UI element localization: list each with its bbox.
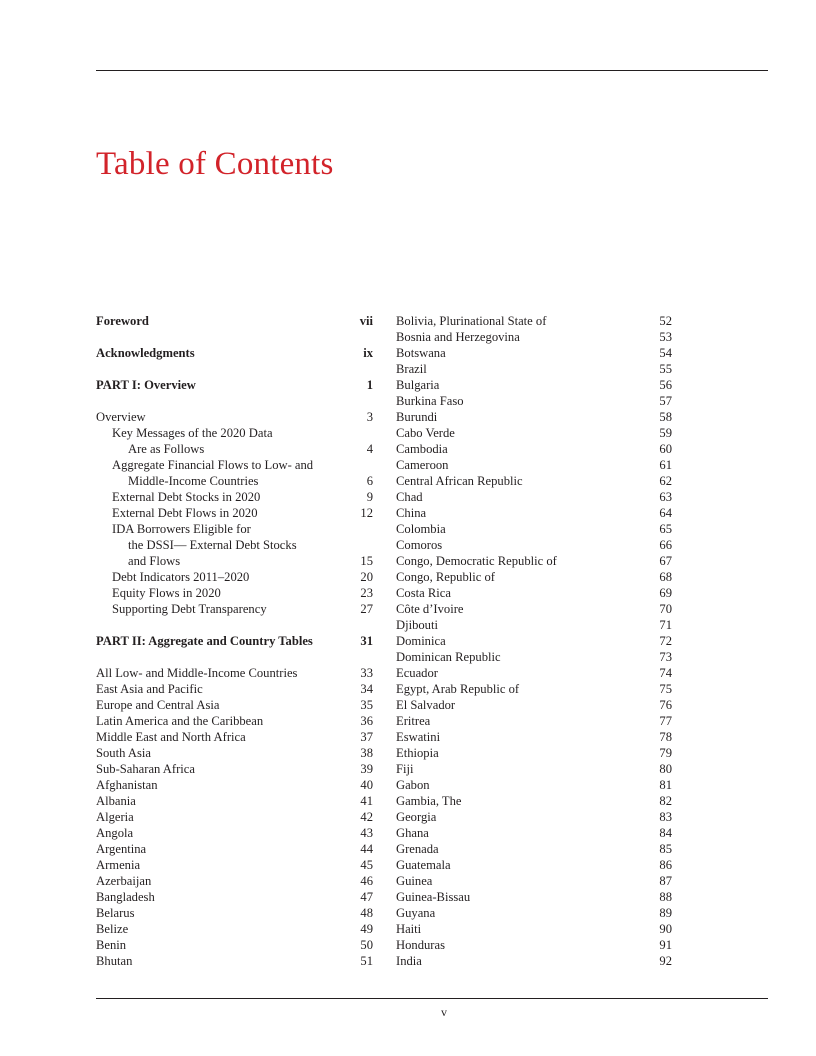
toc-entry-title: Bosnia and Herzegovina — [396, 330, 520, 344]
toc-entry-el-salvador[interactable] — [396, 697, 672, 713]
toc-entry-eritrea[interactable] — [396, 713, 672, 729]
toc-entry-title: Bangladesh — [96, 890, 155, 904]
toc-entry-cambodia[interactable] — [396, 441, 672, 457]
toc-entry-title: Honduras — [396, 938, 445, 952]
toc-entry-title: Foreword — [96, 314, 149, 328]
header-rule — [96, 70, 768, 71]
toc-entry-page: 46 — [360, 874, 373, 888]
toc-entry-honduras[interactable] — [396, 937, 672, 953]
toc-entry-azerbaijan[interactable] — [96, 873, 373, 889]
toc-entry-title: Are as Follows — [128, 442, 205, 456]
toc-entry-page: 55 — [659, 362, 672, 376]
toc-entry-page: 75 — [659, 682, 672, 696]
toc-entry-georgia[interactable] — [396, 809, 672, 825]
toc-entry-congo-republic-of[interactable] — [396, 569, 672, 585]
toc-entry-title: PART I: Overview — [96, 378, 196, 392]
toc-entry-india[interactable] — [396, 953, 672, 969]
toc-entry-title: Ethiopia — [396, 746, 439, 760]
toc-entry-page: 67 — [659, 554, 672, 568]
toc-entry-title: Belarus — [96, 906, 135, 920]
toc-entry-page: 47 — [360, 890, 373, 904]
toc-entry-page: 63 — [659, 490, 672, 504]
toc-entry-page: 33 — [360, 666, 373, 680]
toc-entry-debt-indicators-2011-2020[interactable] — [96, 569, 373, 585]
toc-entry-the-dssi-external-debt-stocks[interactable] — [96, 537, 373, 553]
toc-entry-title: Ghana — [396, 826, 429, 840]
toc-entry-page: 66 — [659, 538, 672, 552]
toc-entry-title: Comoros — [396, 538, 443, 552]
toc-entry-page: 76 — [659, 698, 672, 712]
toc-entry-page: 77 — [659, 714, 672, 728]
toc-entry-title: Equity Flows in 2020 — [112, 586, 221, 600]
toc-entry-east-asia-and-pacific[interactable] — [96, 681, 373, 697]
toc-entry-bulgaria[interactable] — [396, 377, 672, 393]
toc-entry-title: Cambodia — [396, 442, 448, 456]
toc-entry-page: 4 — [366, 442, 373, 456]
toc-entry-title: Haiti — [396, 922, 422, 936]
toc-entry-title: Costa Rica — [396, 586, 451, 600]
toc-entry-sub-saharan-africa[interactable] — [96, 761, 373, 777]
toc-entry-title: Eritrea — [396, 714, 431, 728]
toc-entry-title: Argentina — [96, 842, 147, 856]
toc-entry-armenia[interactable] — [96, 857, 373, 873]
toc-entry-guinea-bissau[interactable] — [396, 889, 672, 905]
toc-entry-page: 89 — [659, 906, 672, 920]
toc-entry-title: China — [396, 506, 427, 520]
toc-spacer — [96, 329, 373, 345]
toc-entry-page: 69 — [659, 586, 672, 600]
toc-entry-page: 71 — [659, 618, 672, 632]
toc-entry-page: 83 — [659, 810, 672, 824]
toc-entry-title: East Asia and Pacific — [96, 682, 203, 696]
toc-entry-title: Bolivia, Plurinational State of — [396, 314, 547, 328]
toc-entry-title: Congo, Democratic Republic of — [396, 554, 557, 568]
toc-entry-page: 81 — [659, 778, 672, 792]
toc-entry-latin-america-and-the-caribbean[interactable] — [96, 713, 373, 729]
toc-entry-gambia-the[interactable] — [396, 793, 672, 809]
toc-entry-bosnia-and-herzegovina[interactable] — [396, 329, 672, 345]
toc-entry-acknowledgments[interactable] — [96, 345, 373, 361]
toc-entry-page: 36 — [360, 714, 373, 728]
toc-entry-middle-east-and-north-africa[interactable] — [96, 729, 373, 745]
toc-entry-and-flows[interactable] — [96, 553, 373, 569]
toc-entry-title: External Debt Stocks in 2020 — [112, 490, 261, 504]
toc-entry-title: Guinea-Bissau — [396, 890, 471, 904]
toc-entry-page: 31 — [360, 634, 373, 648]
toc-entry-part-i-overview[interactable] — [96, 377, 373, 393]
toc-entry-title: Congo, Republic of — [396, 570, 495, 584]
toc-entry-bangladesh[interactable] — [96, 889, 373, 905]
toc-entry-page: 35 — [360, 698, 373, 712]
toc-entry-key-messages-of-the-2020-data[interactable] — [96, 425, 373, 441]
toc-entry-title: Azerbaijan — [96, 874, 152, 888]
toc-left-column — [96, 313, 373, 969]
toc-entry-albania[interactable] — [96, 793, 373, 809]
toc-entry-page: 1 — [366, 378, 373, 392]
toc-entry-title: Debt Indicators 2011–2020 — [112, 570, 250, 584]
toc-entry-page: 6 — [366, 474, 373, 488]
toc-entry-afghanistan[interactable] — [96, 777, 373, 793]
toc-entry-south-asia[interactable] — [96, 745, 373, 761]
toc-entry-page: 54 — [659, 346, 672, 360]
toc-entry-guyana[interactable] — [396, 905, 672, 921]
toc-entry-page: 79 — [659, 746, 672, 760]
toc-entry-title: PART II: Aggregate and Country Tables — [96, 634, 313, 648]
toc-entry-central-african-republic[interactable] — [396, 473, 672, 489]
toc-entry-title: Brazil — [396, 362, 427, 376]
toc-entry-c-te-d-ivoire[interactable] — [396, 601, 672, 617]
toc-entry-page: 59 — [659, 426, 672, 440]
toc-entry-title: Bhutan — [96, 954, 133, 968]
toc-entry-ethiopia[interactable] — [396, 745, 672, 761]
toc-entry-page: 50 — [360, 938, 373, 952]
toc-entry-china[interactable] — [396, 505, 672, 521]
toc-entry-guatemala[interactable] — [396, 857, 672, 873]
toc-right-column — [396, 313, 672, 969]
toc-spacer — [96, 393, 373, 409]
toc-entry-title: Ecuador — [396, 666, 438, 680]
toc-entry-page: 45 — [360, 858, 373, 872]
toc-entry-page: 84 — [659, 826, 672, 840]
toc-entry-page: 65 — [659, 522, 672, 536]
toc-entry-title: Egypt, Arab Republic of — [396, 682, 520, 696]
toc-entry-title: Algeria — [96, 810, 134, 824]
toc-entry-page: 57 — [659, 394, 672, 408]
toc-entry-belize[interactable] — [96, 921, 373, 937]
toc-entry-burkina-faso[interactable] — [396, 393, 672, 409]
toc-entry-foreword[interactable] — [96, 313, 373, 329]
toc-entry-page: 53 — [659, 330, 672, 344]
toc-entry-title: India — [396, 954, 422, 968]
toc-entry-grenada[interactable] — [396, 841, 672, 857]
toc-entry-title: Burundi — [396, 410, 438, 424]
toc-entry-eswatini[interactable] — [396, 729, 672, 745]
toc-entry-middle-income-countries[interactable] — [96, 473, 373, 489]
toc-entry-page: 70 — [659, 602, 672, 616]
toc-entry-title: Guatemala — [396, 858, 451, 872]
toc-entry-gabon[interactable] — [396, 777, 672, 793]
toc-entry-overview[interactable] — [96, 409, 373, 425]
toc-entry-title: Afghanistan — [96, 778, 158, 792]
toc-entry-page: 15 — [360, 554, 373, 568]
toc-entry-page: 60 — [659, 442, 672, 456]
page-title: Table of Contents — [96, 146, 334, 182]
toc-entry-page: 34 — [360, 682, 373, 696]
toc-entry-cabo-verde[interactable] — [396, 425, 672, 441]
toc-entry-page: 90 — [659, 922, 672, 936]
toc-entry-part-ii-aggregate-and-country-tables[interactable] — [96, 633, 373, 649]
toc-entry-page: 52 — [659, 314, 672, 328]
toc-entry-page: 88 — [659, 890, 672, 904]
toc-entry-page: 87 — [659, 874, 672, 888]
toc-entry-page: 62 — [659, 474, 672, 488]
toc-entry-brazil[interactable] — [396, 361, 672, 377]
toc-entry-title: Middle-Income Countries — [128, 474, 259, 488]
toc-entry-title: Sub-Saharan Africa — [96, 762, 195, 776]
toc-entry-title: Acknowledgments — [96, 346, 195, 360]
toc-entry-burundi[interactable] — [396, 409, 672, 425]
toc-entry-title: Colombia — [396, 522, 446, 536]
toc-entry-page: vii — [359, 314, 373, 328]
toc-entry-page: 20 — [360, 570, 373, 584]
toc-entry-cameroon[interactable] — [396, 457, 672, 473]
toc-entry-page: 78 — [659, 730, 672, 744]
toc-entry-benin[interactable] — [96, 937, 373, 953]
toc-entry-chad[interactable] — [396, 489, 672, 505]
toc-entry-page: 92 — [659, 954, 672, 968]
toc-entry-title: Botswana — [396, 346, 446, 360]
toc-spacer — [96, 649, 373, 665]
toc-entry-page: 38 — [360, 746, 373, 760]
toc-entry-title: Eswatini — [396, 730, 441, 744]
toc-entry-egypt-arab-republic-of[interactable] — [396, 681, 672, 697]
toc-entry-page: ix — [363, 346, 373, 360]
toc-entry-title: Guinea — [396, 874, 433, 888]
toc-entry-external-debt-stocks-in-2020[interactable] — [96, 489, 373, 505]
toc-entry-title: Key Messages of the 2020 Data — [112, 426, 273, 440]
toc-entry-title: Burkina Faso — [396, 394, 464, 408]
toc-entry-ecuador[interactable] — [396, 665, 672, 681]
toc-entry-title: Fiji — [396, 762, 414, 776]
toc-entry-page: 72 — [659, 634, 672, 648]
toc-entry-page: 85 — [659, 842, 672, 856]
toc-entry-argentina[interactable] — [96, 841, 373, 857]
toc-entry-title: Albania — [96, 794, 136, 808]
toc-entry-title: and Flows — [128, 554, 181, 568]
toc-entry-page: 37 — [360, 730, 373, 744]
toc-entry-page: 44 — [360, 842, 373, 856]
toc-entry-title: Europe and Central Asia — [96, 698, 220, 712]
toc-entry-title: Gambia, The — [396, 794, 462, 808]
toc-entry-equity-flows-in-2020[interactable] — [96, 585, 373, 601]
toc-entry-title: Gabon — [396, 778, 430, 792]
toc-spacer — [96, 361, 373, 377]
toc-entry-aggregate-financial-flows-to-low-and[interactable] — [96, 457, 373, 473]
toc-entry-page: 48 — [360, 906, 373, 920]
toc-entry-title: Djibouti — [396, 618, 438, 632]
toc-entry-all-low-and-middle-income-countries[interactable] — [96, 665, 373, 681]
toc-entry-bhutan[interactable] — [96, 953, 373, 969]
toc-entry-title: Cabo Verde — [396, 426, 455, 440]
toc-entry-title: Chad — [396, 490, 423, 504]
toc-entry-title: Côte d’Ivoire — [396, 602, 464, 616]
toc-entry-fiji[interactable] — [396, 761, 672, 777]
toc-entry-title: South Asia — [96, 746, 151, 760]
toc-entry-haiti[interactable] — [396, 921, 672, 937]
toc-entry-guinea[interactable] — [396, 873, 672, 889]
toc-entry-title: Angola — [96, 826, 134, 840]
toc-entry-page: 43 — [360, 826, 373, 840]
toc-entry-bolivia-plurinational-state-of[interactable] — [396, 313, 672, 329]
toc-entry-title: Belize — [96, 922, 129, 936]
toc-entry-ida-borrowers-eligible-for[interactable] — [96, 521, 373, 537]
toc-entry-belarus[interactable] — [96, 905, 373, 921]
toc-entry-page: 3 — [366, 410, 373, 424]
toc-entry-page: 61 — [659, 458, 672, 472]
footer-rule — [96, 998, 768, 999]
toc-entry-page: 82 — [659, 794, 672, 808]
toc-entry-title: El Salvador — [396, 698, 456, 712]
toc-entry-page: 42 — [360, 810, 373, 824]
toc-entry-title: Bulgaria — [396, 378, 440, 392]
toc-entry-title: Latin America and the Caribbean — [96, 714, 264, 728]
toc-entry-title: the DSSI— External Debt Stocks — [128, 538, 297, 552]
toc-entry-dominica[interactable] — [396, 633, 672, 649]
toc-entry-comoros[interactable] — [396, 537, 672, 553]
toc-entry-title: All Low- and Middle-Income Countries — [96, 666, 298, 680]
toc-entry-colombia[interactable] — [396, 521, 672, 537]
toc-entry-botswana[interactable] — [396, 345, 672, 361]
toc-entry-page: 51 — [360, 954, 373, 968]
toc-entry-page: 39 — [360, 762, 373, 776]
toc-entry-page: 91 — [659, 938, 672, 952]
toc-entry-page: 68 — [659, 570, 672, 584]
toc-entry-europe-and-central-asia[interactable] — [96, 697, 373, 713]
toc-entry-title: External Debt Flows in 2020 — [112, 506, 258, 520]
toc-entry-page: 40 — [360, 778, 373, 792]
toc-entry-title: Dominican Republic — [396, 650, 501, 664]
page-number: v — [441, 1005, 447, 1019]
toc-entry-title: IDA Borrowers Eligible for — [112, 522, 251, 536]
toc-entry-title: Benin — [96, 938, 127, 952]
toc-entry-page: 56 — [659, 378, 672, 392]
toc-entry-costa-rica[interactable] — [396, 585, 672, 601]
toc-entry-title: Armenia — [96, 858, 141, 872]
toc-entry-supporting-debt-transparency[interactable] — [96, 601, 373, 617]
toc-entry-page: 49 — [360, 922, 373, 936]
toc-entry-page: 80 — [659, 762, 672, 776]
toc-entry-title: Guyana — [396, 906, 436, 920]
toc-entry-ghana[interactable] — [396, 825, 672, 841]
toc-entry-page: 58 — [659, 410, 672, 424]
toc-entry-page: 64 — [659, 506, 672, 520]
toc-entry-page: 9 — [366, 490, 373, 504]
toc-entry-title: Aggregate Financial Flows to Low- and — [112, 458, 314, 472]
toc-entry-dominican-republic[interactable] — [396, 649, 672, 665]
toc-entry-page: 73 — [659, 650, 672, 664]
toc-entry-page: 23 — [360, 586, 373, 600]
toc-entry-angola[interactable] — [96, 825, 373, 841]
toc-entry-title: Dominica — [396, 634, 446, 648]
toc-entry-are-as-follows[interactable] — [96, 441, 373, 457]
toc-entry-page: 74 — [659, 666, 672, 680]
toc-spacer — [96, 617, 373, 633]
toc-entry-title: Cameroon — [396, 458, 449, 472]
toc-entry-page: 27 — [360, 602, 373, 616]
toc-entry-title: Middle East and North Africa — [96, 730, 246, 744]
toc-entry-page: 12 — [360, 506, 373, 520]
toc-entry-title: Supporting Debt Transparency — [112, 602, 267, 616]
toc-entry-title: Central African Republic — [396, 474, 523, 488]
toc-entry-page: 41 — [360, 794, 373, 808]
toc-entry-title: Overview — [96, 410, 146, 424]
toc-entry-djibouti[interactable] — [396, 617, 672, 633]
toc-entry-algeria[interactable] — [96, 809, 373, 825]
toc-entry-title: Georgia — [396, 810, 437, 824]
toc-entry-title: Grenada — [396, 842, 439, 856]
toc-entry-congo-democratic-republic-of[interactable] — [396, 553, 672, 569]
toc-entry-external-debt-flows-in-2020[interactable] — [96, 505, 373, 521]
toc-entry-page: 86 — [659, 858, 672, 872]
